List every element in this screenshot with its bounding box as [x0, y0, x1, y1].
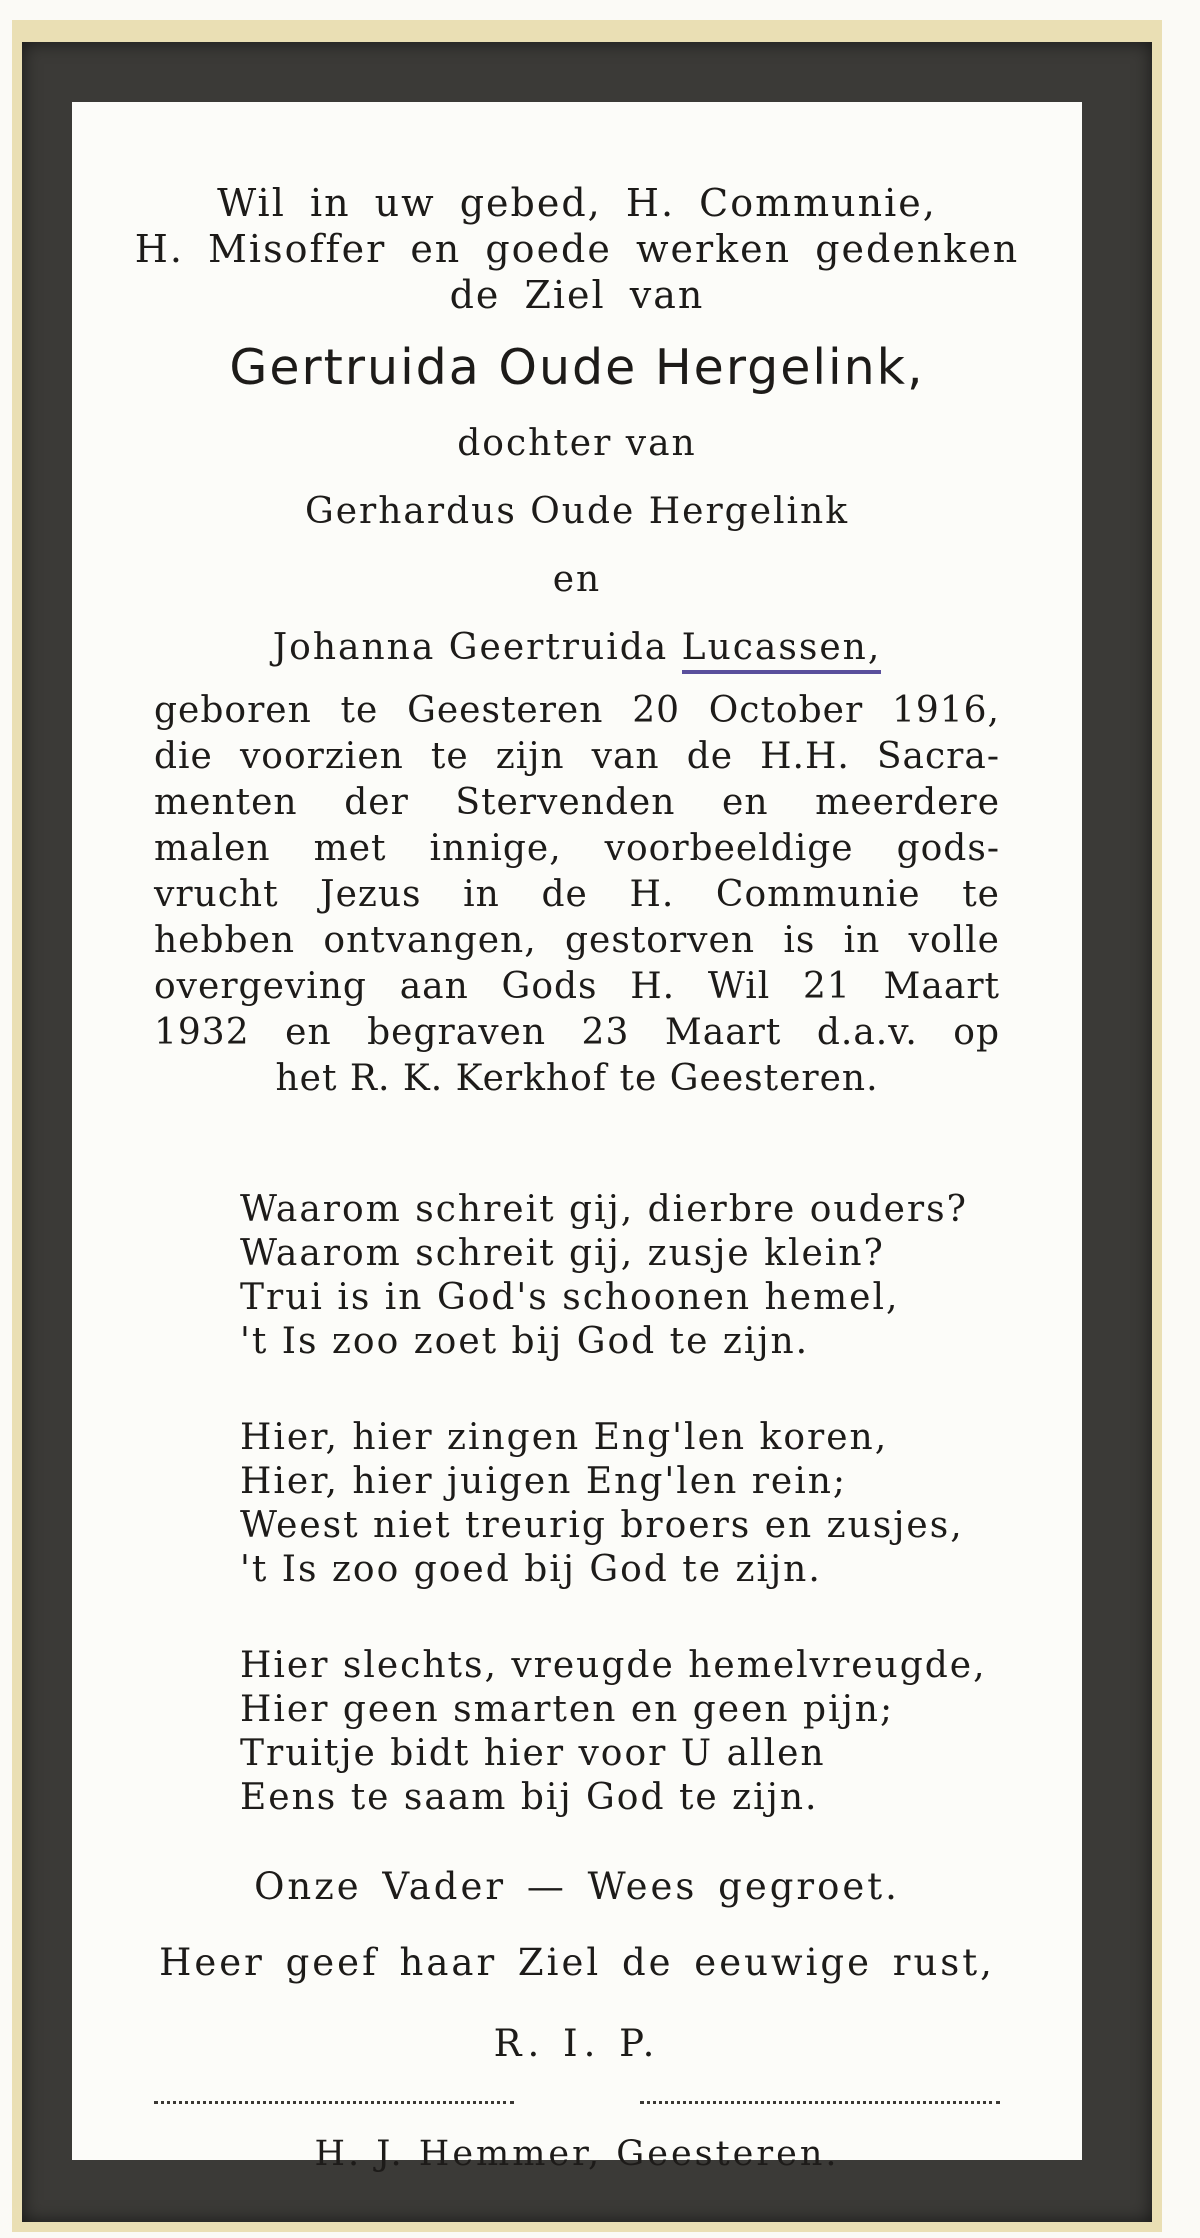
poem-line: Hier slechts, vreugde hemelvreugde,: [240, 1645, 987, 1686]
biography-line: overgeving aan Gods H. Wil 21 Maart: [154, 966, 1000, 1007]
intro-block: [72, 180, 1082, 318]
poem: [240, 1188, 1082, 1820]
mother-surname: Lucassen,: [682, 627, 882, 674]
biography-text: [154, 688, 1000, 1102]
poem-line: Hier geen smarten en geen pijn;: [240, 1689, 895, 1730]
biography-line: hebben ontvangen, gestorven is in volle: [154, 920, 1000, 961]
poem-line: Hier, hier juigen Eng'len rein;: [240, 1461, 848, 1502]
biography-line: menten der Stervenden en meerdere: [154, 782, 1000, 823]
father-name: Gerhardus Oude Hergelink: [304, 491, 850, 532]
deceased-name: Gertruida Oude Hergelink,: [229, 339, 925, 396]
biography-line: geboren te Geesteren 20 October 1916,: [154, 690, 1000, 731]
poem-stanza: [240, 1188, 1082, 1364]
intro-line: Wil in uw gebed, H. Communie,: [217, 181, 937, 225]
biography-line: vrucht Jezus in de H. Communie te: [154, 874, 1000, 915]
rip-text: R. I. P.: [493, 2022, 661, 2065]
memorial-card: [72, 102, 1082, 2174]
poem-line: 't Is zoo zoet bij God te zijn.: [240, 1321, 810, 1362]
dotted-divider: [154, 2097, 1000, 2104]
poem-line: Truitje bidt hier voor U allen: [240, 1733, 826, 1774]
relation-text: dochter van: [457, 423, 697, 464]
prayer-line: Onze Vader — Wees gegroet.: [254, 1865, 900, 1908]
mother-given-names: Johanna Geertruida: [272, 627, 669, 668]
printer-credit: H. J. Hemmer, Geesteren.: [314, 2134, 840, 2174]
poem-line: 't Is zoo goed bij God te zijn.: [240, 1549, 822, 1590]
rest-line: Heer geef haar Ziel de eeuwige rust,: [159, 1941, 995, 1984]
intro-line: H. Misoffer en goede werken gedenken: [134, 227, 1020, 271]
poem-line: Eens te saam bij God te zijn.: [240, 1777, 819, 1818]
poem-line: Hier, hier zingen Eng'len koren,: [240, 1417, 889, 1458]
mother-name: [72, 626, 1082, 670]
biography-line: het R. K. Kerkhof te Geesteren.: [275, 1058, 879, 1099]
dotted-line-left: [154, 2097, 514, 2104]
poem-line: Waarom schreit gij, dierbre ouders?: [240, 1189, 968, 1230]
poem-stanza: [240, 1644, 1082, 1820]
intro-line: de Ziel van: [449, 273, 705, 317]
biography-line: die voorzien te zijn van de H.H. Sacra-: [154, 736, 1000, 777]
biography-line: malen met innige, voorbeeldige gods-: [154, 828, 1000, 869]
poem-line: Waarom schreit gij, zusje klein?: [240, 1233, 885, 1274]
and-text: en: [552, 559, 602, 600]
poem-line: Weest niet treurig broers en zusjes,: [240, 1505, 964, 1546]
biography-line: 1932 en begraven 23 Maart d.a.v. op: [154, 1012, 1000, 1053]
poem-line: Trui is in God's schoonen hemel,: [240, 1277, 900, 1318]
dotted-line-right: [640, 2097, 1000, 2104]
poem-stanza: [240, 1416, 1082, 1592]
